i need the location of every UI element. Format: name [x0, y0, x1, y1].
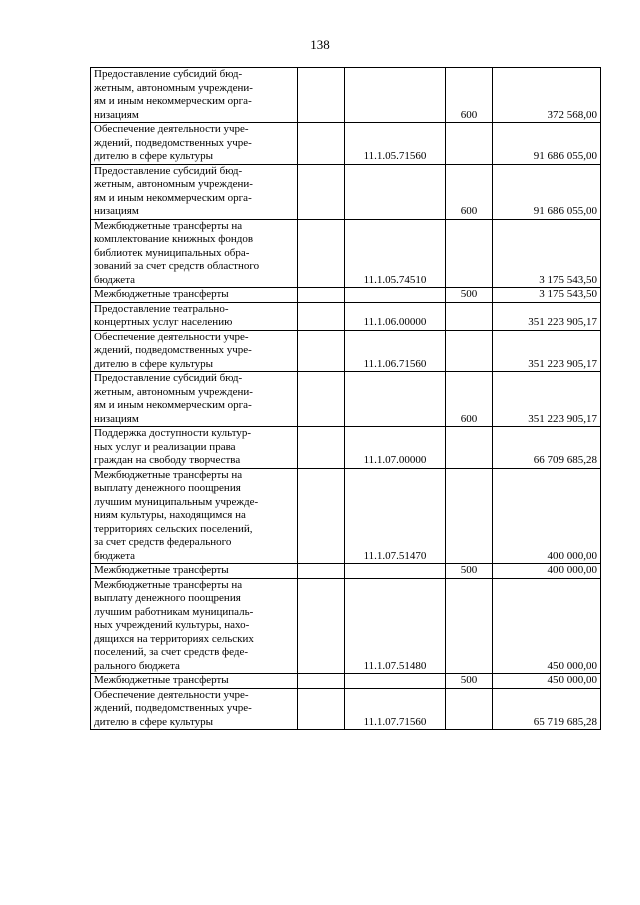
row-expense-type: [446, 688, 493, 730]
row-description: Межбюджетные трансферты на выплату денежного поощрения лучшим муниципальным учрежде- ниям культуры, находящимся на территориях сельских поселений, за счет средств федерального бюджета: [91, 468, 298, 564]
budget-table-body: [91, 68, 601, 730]
table-row: [91, 427, 601, 469]
table-row: [91, 164, 601, 219]
row-description: Обеспечение деятельности учре- ждений, подведомственных учре- дителю в сфере культуры: [91, 123, 298, 165]
row-code: 11.1.07.51480: [345, 578, 446, 674]
row-amount: 66 709 685,28: [493, 427, 601, 469]
row-description: Предоставление субсидий бюд- жетным, автономным учреждени- ям и иным некоммерческим орга- низациям: [91, 372, 298, 427]
row-expense-type: [446, 123, 493, 165]
row-code: 11.1.06.71560: [345, 330, 446, 372]
row-amount: 400 000,00: [493, 468, 601, 564]
table-row: [91, 688, 601, 730]
row-amount: 3 175 543,50: [493, 219, 601, 288]
row-expense-type: [446, 427, 493, 469]
empty-cell: [298, 302, 345, 330]
row-amount: 351 223 905,17: [493, 372, 601, 427]
empty-cell: [298, 330, 345, 372]
empty-cell: [298, 688, 345, 730]
row-expense-type: 500: [446, 674, 493, 689]
row-code: [345, 288, 446, 303]
row-amount: 91 686 055,00: [493, 164, 601, 219]
row-expense-type: [446, 330, 493, 372]
row-code: [345, 674, 446, 689]
row-amount: 450 000,00: [493, 578, 601, 674]
empty-cell: [298, 164, 345, 219]
empty-cell: [298, 123, 345, 165]
row-amount: 450 000,00: [493, 674, 601, 689]
row-expense-type: [446, 578, 493, 674]
row-amount: 91 686 055,00: [493, 123, 601, 165]
row-code: [345, 564, 446, 579]
empty-cell: [298, 372, 345, 427]
table-row: [91, 330, 601, 372]
table-row: [91, 578, 601, 674]
empty-cell: [298, 288, 345, 303]
row-code: 11.1.05.71560: [345, 123, 446, 165]
budget-table: [90, 67, 601, 730]
row-description: Межбюджетные трансферты: [91, 288, 298, 303]
table-row: [91, 302, 601, 330]
table-row: [91, 219, 601, 288]
row-amount: 372 568,00: [493, 68, 601, 123]
row-description: Межбюджетные трансферты: [91, 564, 298, 579]
row-expense-type: 600: [446, 164, 493, 219]
table-row: [91, 68, 601, 123]
row-expense-type: 500: [446, 564, 493, 579]
table-row: [91, 674, 601, 689]
row-description: Поддержка доступности культур- ных услуг и реализации права граждан на свободу творчества: [91, 427, 298, 469]
row-code: 11.1.07.00000: [345, 427, 446, 469]
row-description: Межбюджетные трансферты на комплектование книжных фондов библиотек муниципальных обра- зований за счет средств областного бюджета: [91, 219, 298, 288]
row-description: Межбюджетные трансферты на выплату денежного поощрения лучшим работникам муниципаль- ных учреждений культуры, нахо- дящихся на территориях сельских поселений, за счет средств феде- рального бюджета: [91, 578, 298, 674]
row-expense-type: 500: [446, 288, 493, 303]
row-description: Предоставление субсидий бюд- жетным, автономным учреждени- ям и иным некоммерческим орга- низациям: [91, 164, 298, 219]
table-row: [91, 288, 601, 303]
row-expense-type: 600: [446, 68, 493, 123]
row-code: [345, 372, 446, 427]
table-row: [91, 564, 601, 579]
row-amount: 3 175 543,50: [493, 288, 601, 303]
page-number: 138: [310, 37, 330, 52]
row-code: 11.1.05.74510: [345, 219, 446, 288]
row-code: [345, 68, 446, 123]
row-code: 11.1.07.51470: [345, 468, 446, 564]
row-amount: 351 223 905,17: [493, 302, 601, 330]
row-expense-type: [446, 302, 493, 330]
row-description: Предоставление театрально- концертных услуг населению: [91, 302, 298, 330]
row-description: Предоставление субсидий бюд- жетным, автономным учреждени- ям и иным некоммерческим орга- низациям: [91, 68, 298, 123]
empty-cell: [298, 219, 345, 288]
row-description: Обеспечение деятельности учре- ждений, подведомственных учре- дителю в сфере культуры: [91, 330, 298, 372]
row-amount: 65 719 685,28: [493, 688, 601, 730]
row-expense-type: [446, 468, 493, 564]
row-expense-type: [446, 219, 493, 288]
row-amount: 351 223 905,17: [493, 330, 601, 372]
empty-cell: [298, 68, 345, 123]
empty-cell: [298, 674, 345, 689]
empty-cell: [298, 468, 345, 564]
row-description: Обеспечение деятельности учре- ждений, подведомственных учре- дителю в сфере культуры: [91, 688, 298, 730]
row-code: 11.1.07.71560: [345, 688, 446, 730]
row-expense-type: 600: [446, 372, 493, 427]
empty-cell: [298, 578, 345, 674]
row-description: Межбюджетные трансферты: [91, 674, 298, 689]
table-row: [91, 123, 601, 165]
table-row: [91, 372, 601, 427]
row-amount: 400 000,00: [493, 564, 601, 579]
table-row: [91, 468, 601, 564]
empty-cell: [298, 564, 345, 579]
empty-cell: [298, 427, 345, 469]
row-code: 11.1.06.00000: [345, 302, 446, 330]
row-code: [345, 164, 446, 219]
